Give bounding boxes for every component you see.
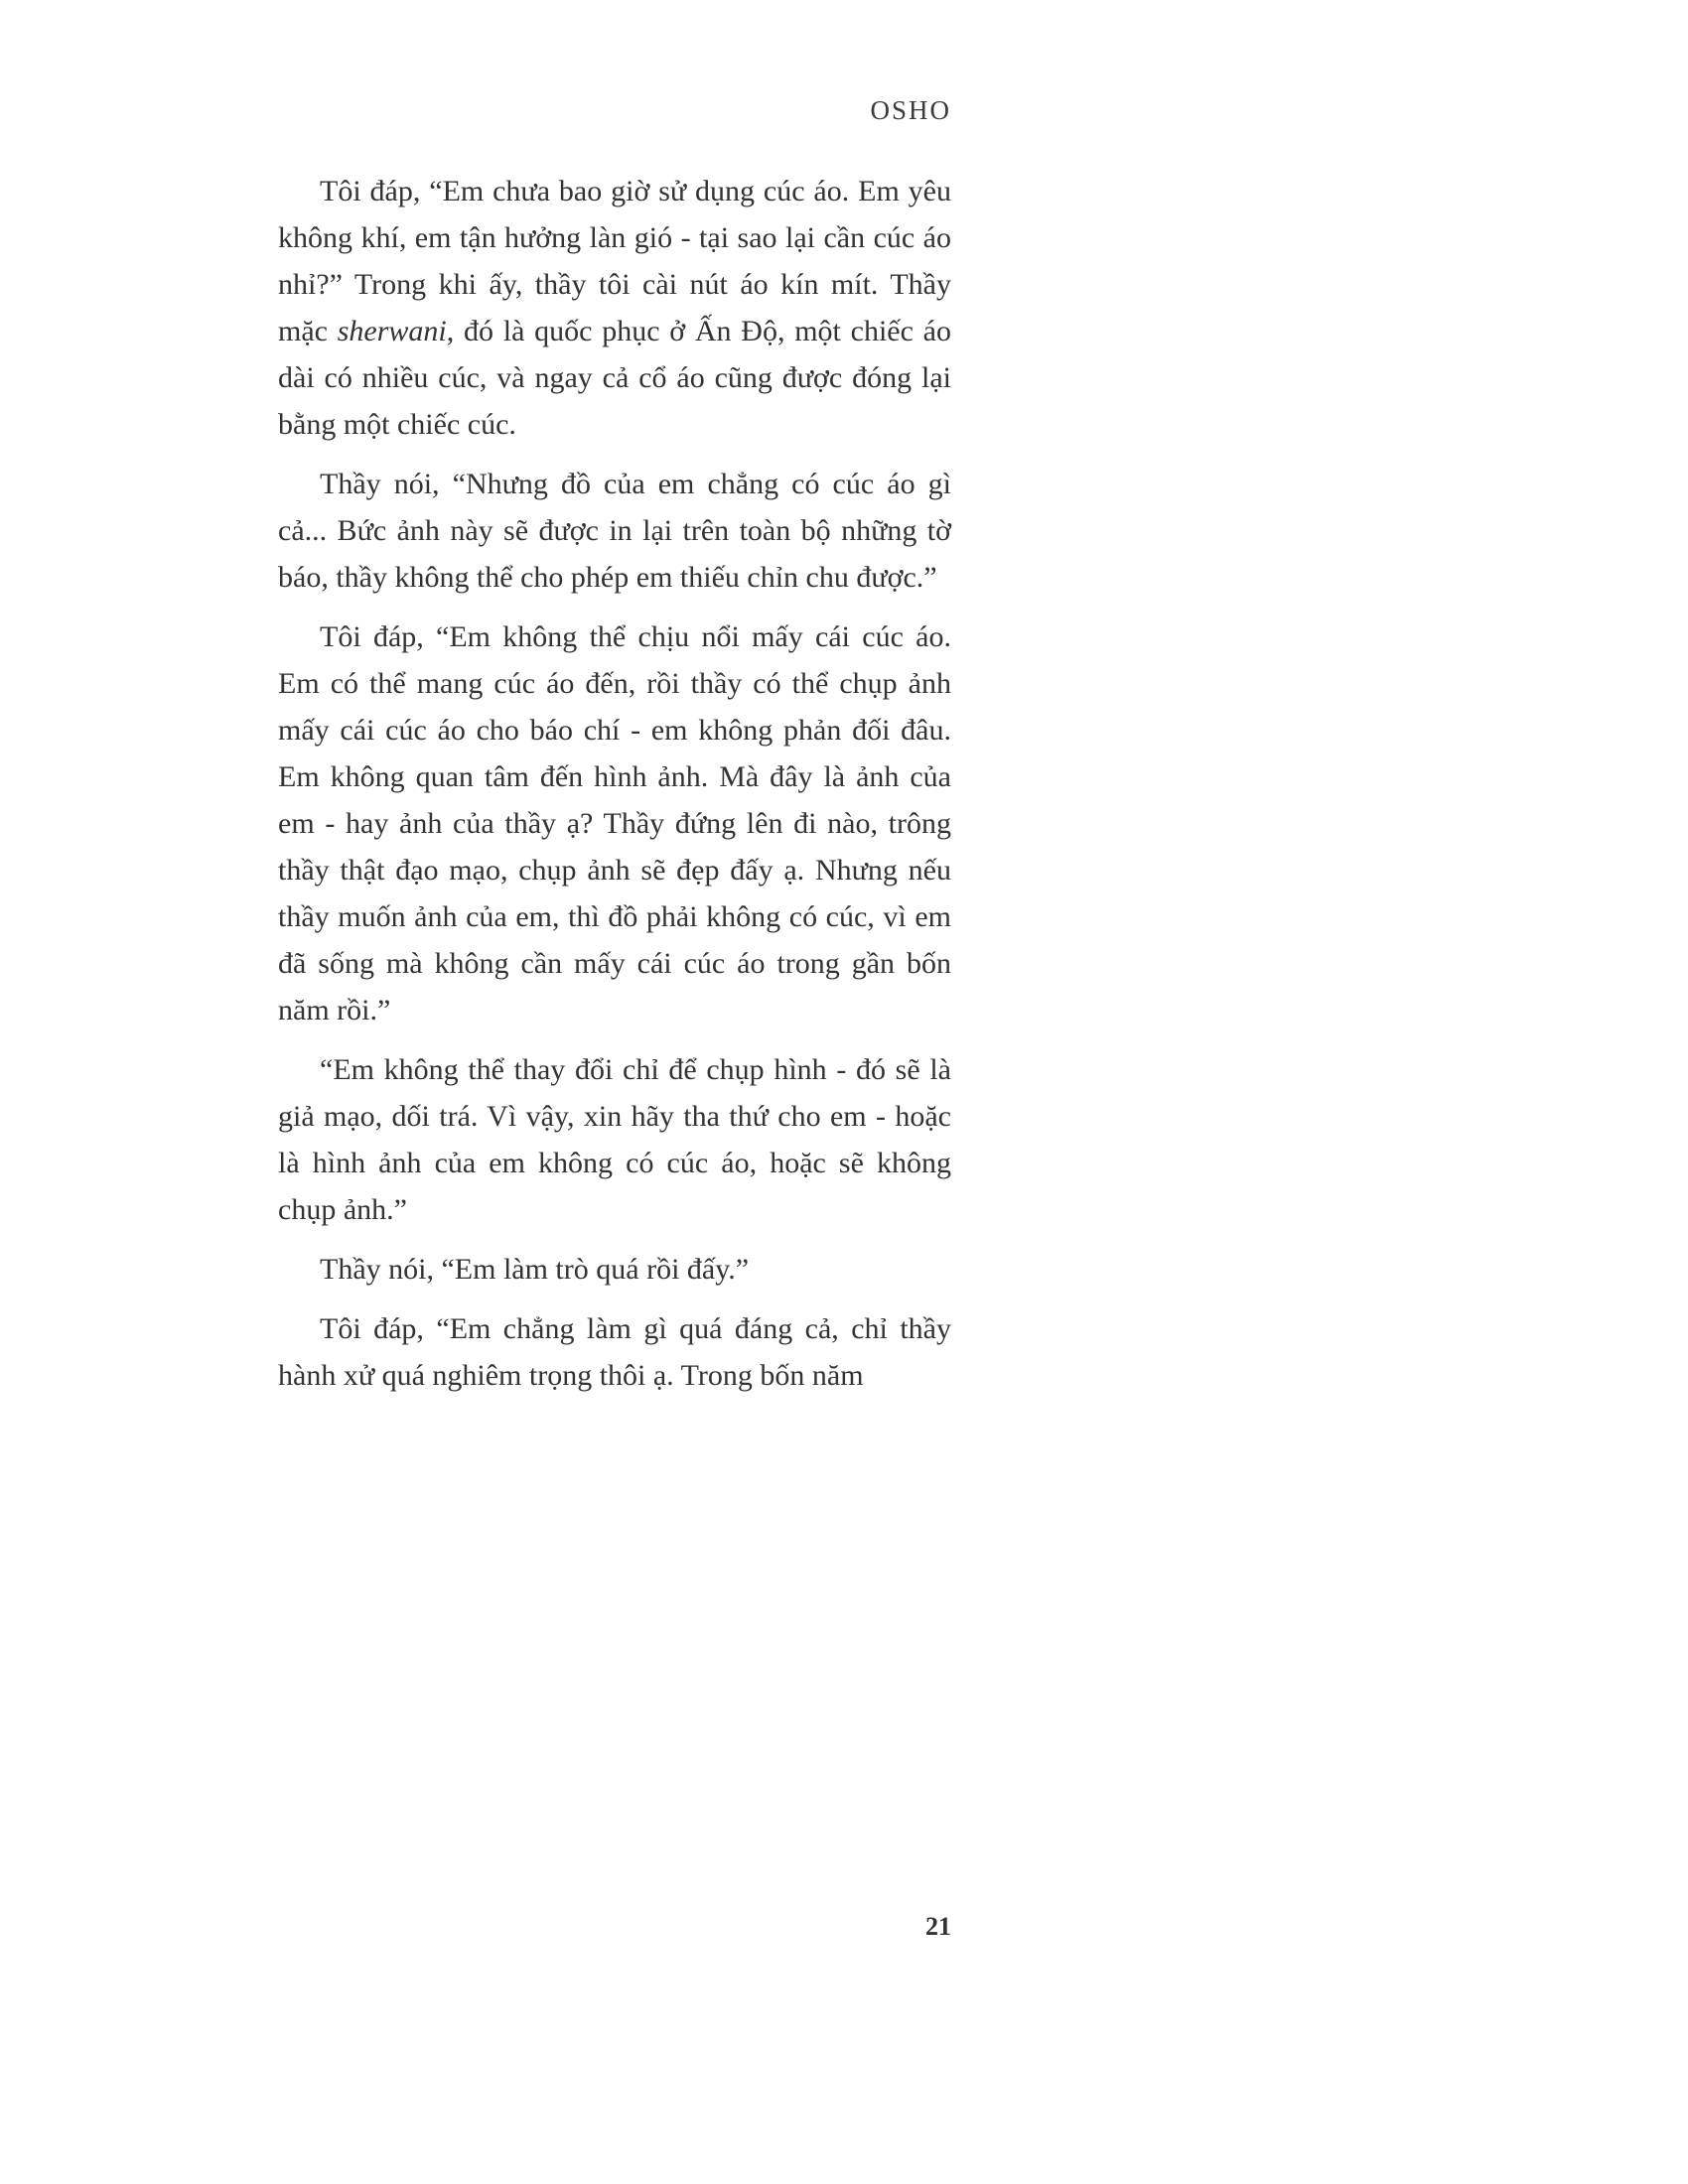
paragraph: Thầy nói, “Em làm trò quá rồi đấy.”	[320, 1253, 750, 1286]
paragraph: Thầy nói, “Nhưng đồ của em chẳng có cúc áo gì cả... Bức ảnh này sẽ được in lại trên toàn bộ những tờ báo, thầy không thể cho phép em thiếu chỉn chu được.”	[278, 468, 951, 594]
paragraph-text: , đó là quốc phục ở Ấn Độ, một chiếc áo dài có nhiều cúc, và ngay cả cổ áo cũng được đóng lại bằng một chiếc cúc.	[278, 315, 951, 441]
paragraph: Tôi đáp, “Em không thể chịu nổi mấy cái cúc áo. Em có thể mang cúc áo đến, rồi thầy có thể chụp ảnh mấy cái cúc áo cho báo chí - em không phản đối đâu. Em không quan tâm đến hình ảnh. Mà đây là ảnh của em - hay ảnh của thầy ạ? Thầy đứng lên đi nào, trông thầy thật đạo mạo, chụp ảnh sẽ đẹp đấy ạ. Nhưng nếu thầy muốn ảnh của em, thì đồ phải không có cúc, vì em đã sống mà không cần mấy cái cúc áo trong gần bốn năm rồi.”	[278, 620, 951, 1026]
text-block	[278, 168, 951, 1399]
paragraph: “Em không thể thay đổi chỉ để chụp hình - đó sẽ là giả mạo, dối trá. Vì vậy, xin hãy tha thứ cho em - hoặc là hình ảnh của em không có cúc áo, hoặc sẽ không chụp ảnh.”	[278, 1053, 951, 1226]
running-header: OSHO	[870, 95, 951, 125]
paragraph-text: Tôi đáp, “Em chưa bao giờ sử dụng cúc áo. Em yêu không khí, em tận hưởng làn gió - tại sao lại cần cúc áo nhỉ?” Trong khi ấy, thầy tôi cài nút áo kín mít. Thầy mặc	[278, 175, 951, 347]
page-number: 21	[925, 1912, 951, 1941]
italic-term: sherwani	[337, 315, 447, 347]
paragraph	[278, 168, 951, 448]
page-header	[278, 95, 951, 126]
paragraph: Tôi đáp, “Em chẳng làm gì quá đáng cả, chỉ thầy hành xử quá nghiêm trọng thôi ạ. Trong bốn năm	[278, 1312, 951, 1392]
text-column	[278, 95, 951, 1412]
